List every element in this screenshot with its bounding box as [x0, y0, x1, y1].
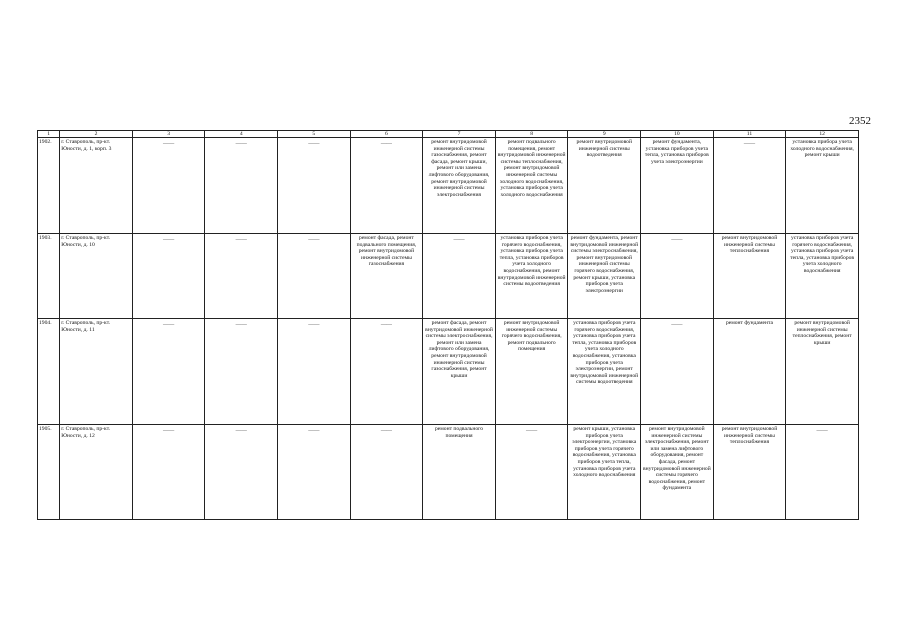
empty-cell — [713, 138, 786, 234]
dash-mark: —— — [308, 141, 320, 147]
dash-mark: —— — [235, 141, 247, 147]
work-cell: ремонт фундамента, установка приборов учета тепла, установка приборов учета электроэнергии — [641, 138, 714, 234]
table-row — [38, 425, 859, 520]
work-cell: ремонт внутридомовой инженерной системы теплоснабжения, ремонт крыши — [786, 319, 859, 425]
address-cell: г. Ставрополь, пр-кт. Юности, д. 1, корп. 3 — [60, 138, 133, 234]
work-cell: установка приборов учета горячего водоснабжения, установка приборов учета тепла, установка приборов учета холодного водоснабжения — [786, 234, 859, 319]
column-header: 7 — [423, 131, 496, 138]
empty-cell — [205, 234, 278, 319]
work-cell: ремонт внутридомовой инженерной системы электроснабжения, ремонт или замена лифтового оборудования, ремонт фасада, ремонт внутридомовой инженерной системы горячего водоснабжения, ремонт фундамента — [641, 425, 714, 520]
work-cell: установка приборов учета горячего водоснабжения, установка приборов учета тепла, установка приборов учета холодного водоснабжения, ремонт внутридомовой инженерной системы водоотведения — [495, 234, 568, 319]
dash-mark: —— — [816, 428, 828, 434]
empty-cell — [205, 319, 278, 425]
dash-mark: —— — [235, 322, 247, 328]
empty-cell — [786, 425, 859, 520]
dash-mark: —— — [163, 322, 175, 328]
empty-cell — [132, 425, 205, 520]
address-cell: г. Ставрополь, пр-кт. Юности, д. 12 — [60, 425, 133, 520]
work-cell: ремонт крыши, установка приборов учета электроэнергии, установка приборов учета горячего водоснабжения, установка приборов учета тепла, установка приборов учета холодного водоснабжения — [568, 425, 641, 520]
work-cell: ремонт фасада, ремонт подвального помещения, ремонт внутридомовой инженерной системы газоснабжения — [350, 234, 423, 319]
dash-mark: —— — [308, 322, 320, 328]
column-header: 12 — [786, 131, 859, 138]
dash-mark: —— — [671, 237, 683, 243]
column-header: 3 — [132, 131, 205, 138]
empty-cell — [132, 234, 205, 319]
work-cell: ремонт внутридомовой инженерной системы водоотведения — [568, 138, 641, 234]
row-number: 1905. — [38, 425, 60, 520]
work-cell: ремонт подвального помещения — [423, 425, 496, 520]
work-cell: ремонт внутридомовой инженерной системы газоснабжения, ремонт фасада, ремонт крыши, ремонт или замена лифтового оборудования, ремонт внутридомовой инженерной системы электроснабжения — [423, 138, 496, 234]
dash-mark: —— — [380, 322, 393, 328]
dash-mark: —— — [308, 237, 320, 243]
dash-mark: —— — [380, 428, 393, 434]
work-cell: ремонт внутридомовой инженерной системы теплоснабжения — [713, 425, 786, 520]
dash-mark: —— — [308, 428, 320, 434]
empty-cell — [495, 425, 568, 520]
row-number: 1903. — [38, 234, 60, 319]
row-number: 1904. — [38, 319, 60, 425]
table-row — [38, 138, 859, 234]
dash-mark: —— — [743, 141, 756, 147]
dash-mark: —— — [163, 428, 175, 434]
empty-cell — [350, 425, 423, 520]
empty-cell — [423, 234, 496, 319]
empty-cell — [278, 234, 351, 319]
dash-mark: —— — [235, 428, 247, 434]
column-header: 9 — [568, 131, 641, 138]
dash-mark: —— — [453, 237, 465, 243]
empty-cell — [132, 138, 205, 234]
work-cell: ремонт фундамента — [713, 319, 786, 425]
dash-mark: —— — [235, 237, 247, 243]
work-schedule-table — [37, 130, 859, 520]
column-header: 8 — [495, 131, 568, 138]
column-header: 11 — [713, 131, 786, 138]
empty-cell — [132, 319, 205, 425]
column-header: 5 — [278, 131, 351, 138]
row-number: 1902. — [38, 138, 60, 234]
work-cell: ремонт фундамента, ремонт внутридомовой инженерной системы электроснабжения, ремонт внутридомовой инженерной системы горячего водоснабжения, ремонт крыши, установка приборов учета электроэнергии — [568, 234, 641, 319]
work-cell: установка приборов учета горячего водоснабжения, установка приборов учета тепла, установка приборов учета холодного водоснабжения, установка приборов учета электроэнергии, ремонт внутридомовой инженерной системы водоотведения — [568, 319, 641, 425]
work-cell: ремонт внутридомовой инженерной системы горячего водоснабжения, ремонт подвального помещения — [495, 319, 568, 425]
dash-mark: —— — [380, 141, 393, 147]
column-header: 6 — [350, 131, 423, 138]
work-cell: ремонт подвального помещения, ремонт внутридомовой инженерной системы теплоснабжения, ремонт внутридомовой инженерной системы холодного водоснабжения, установка приборов учета холодного водоснабжения — [495, 138, 568, 234]
address-cell: г. Ставрополь, пр-кт. Юности, д. 10 — [60, 234, 133, 319]
empty-cell — [641, 234, 714, 319]
empty-cell — [278, 319, 351, 425]
column-header: 10 — [641, 131, 714, 138]
dash-mark: —— — [526, 428, 538, 434]
empty-cell — [350, 319, 423, 425]
column-header: 2 — [60, 131, 133, 138]
work-cell: ремонт фасада, ремонт внутридомовой инженерной системы электроснабжения, ремонт или замена лифтового оборудования, ремонт внутридомовой инженерной системы газоснабжения, ремонт крыши — [423, 319, 496, 425]
empty-cell — [641, 319, 714, 425]
empty-cell — [350, 138, 423, 234]
column-number-row — [38, 131, 859, 138]
column-header: 1 — [38, 131, 60, 138]
empty-cell — [205, 425, 278, 520]
dash-mark: —— — [163, 141, 175, 147]
dash-mark: —— — [163, 237, 175, 243]
empty-cell — [205, 138, 278, 234]
dash-mark: —— — [671, 322, 683, 328]
column-header: 4 — [205, 131, 278, 138]
table-row — [38, 234, 859, 319]
address-cell: г. Ставрополь, пр-кт. Юности, д. 11 — [60, 319, 133, 425]
table-row — [38, 319, 859, 425]
work-cell: установка прибора учета холодного водоснабжения, ремонт крыши — [786, 138, 859, 234]
page-number: 2352 — [849, 115, 871, 127]
empty-cell — [278, 425, 351, 520]
empty-cell — [278, 138, 351, 234]
work-cell: ремонт внутридомовой инженерной системы теплоснабжения — [713, 234, 786, 319]
